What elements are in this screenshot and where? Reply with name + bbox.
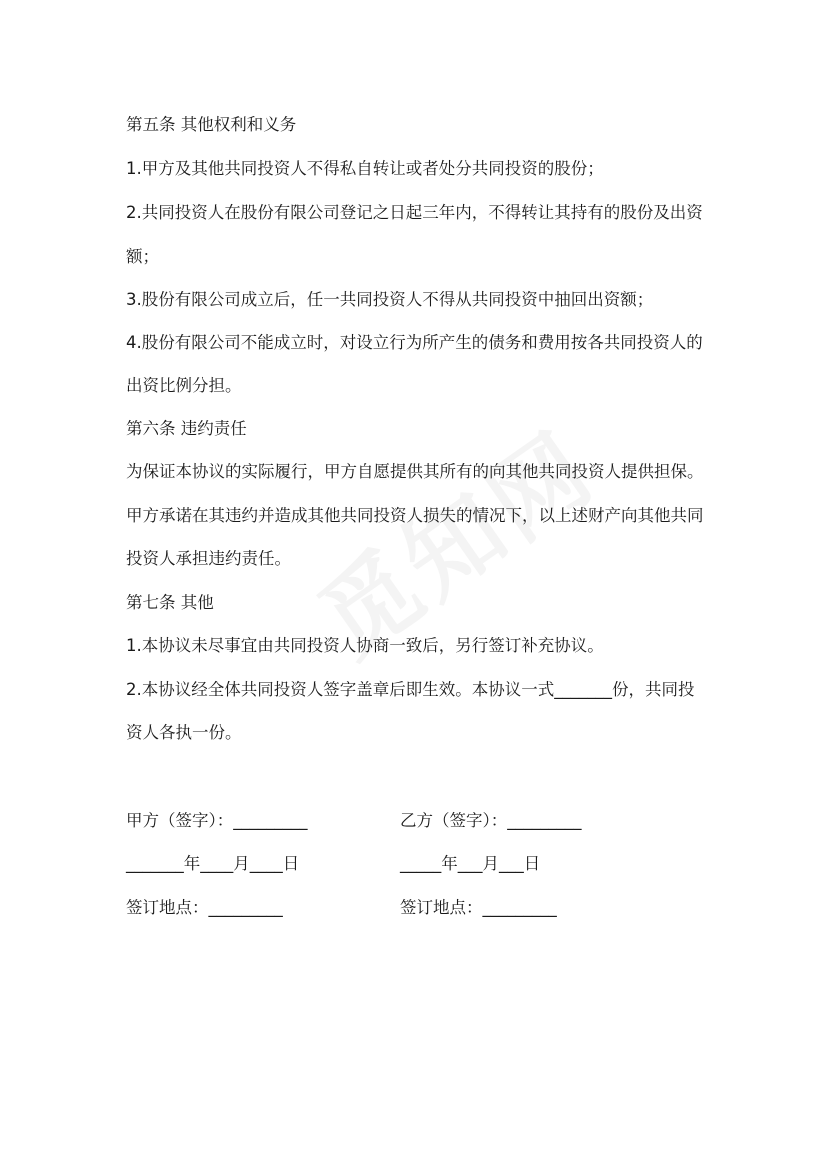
article5-item4-line2: 出资比例分担。 <box>126 376 242 395</box>
article5-item2-line1: 2.共同投资人在股份有限公司登记之日起三年内，不得转让其持有的股份及出资 <box>126 203 703 222</box>
article6-line2: 甲方承诺在其违约并造成其他共同投资人损失的情况下，以上述财产向其他共同 <box>126 506 704 525</box>
party-b-date: _____年___月___日 <box>400 854 541 873</box>
article6-line3: 投资人承担违约责任。 <box>126 549 291 568</box>
article5-item1: 1.甲方及其他共同投资人不得私自转让或者处分共同投资的股份； <box>126 159 604 178</box>
party-b-place: 签订地点：_________ <box>400 898 557 917</box>
party-a-signature: 甲方（签字）：_________ <box>126 811 308 830</box>
article7-heading: 第七条 其他 <box>126 593 214 612</box>
article5-item4-line1: 4.股份有限公司不能成立时，对设立行为所产生的债务和费用按各共同投资人的 <box>126 333 703 352</box>
article6-heading: 第六条 违约责任 <box>126 419 247 438</box>
article7-item1: 1.本协议未尽事宜由共同投资人协商一致后，另行签订补充协议。 <box>126 636 604 655</box>
article5-item2-line2: 额； <box>126 247 159 266</box>
article6-line1: 为保证本协议的实际履行，甲方自愿提供其所有的向其他共同投资人提供担保。 <box>126 462 704 481</box>
party-a-place: 签订地点：_________ <box>126 898 283 917</box>
party-a-date: _______年____月____日 <box>126 854 300 873</box>
article5-item3: 3.股份有限公司成立后，任一共同投资人不得从共同投资中抽回出资额； <box>126 290 654 309</box>
article7-item2-line1: 2.本协议经全体共同投资人签字盖章后即生效。本协议一式_______份，共同投 <box>126 680 695 699</box>
article5-heading: 第五条 其他权利和义务 <box>126 115 297 134</box>
article7-item2-line2: 资人各执一份。 <box>126 723 242 742</box>
party-b-signature: 乙方（签字）：_________ <box>400 811 582 830</box>
